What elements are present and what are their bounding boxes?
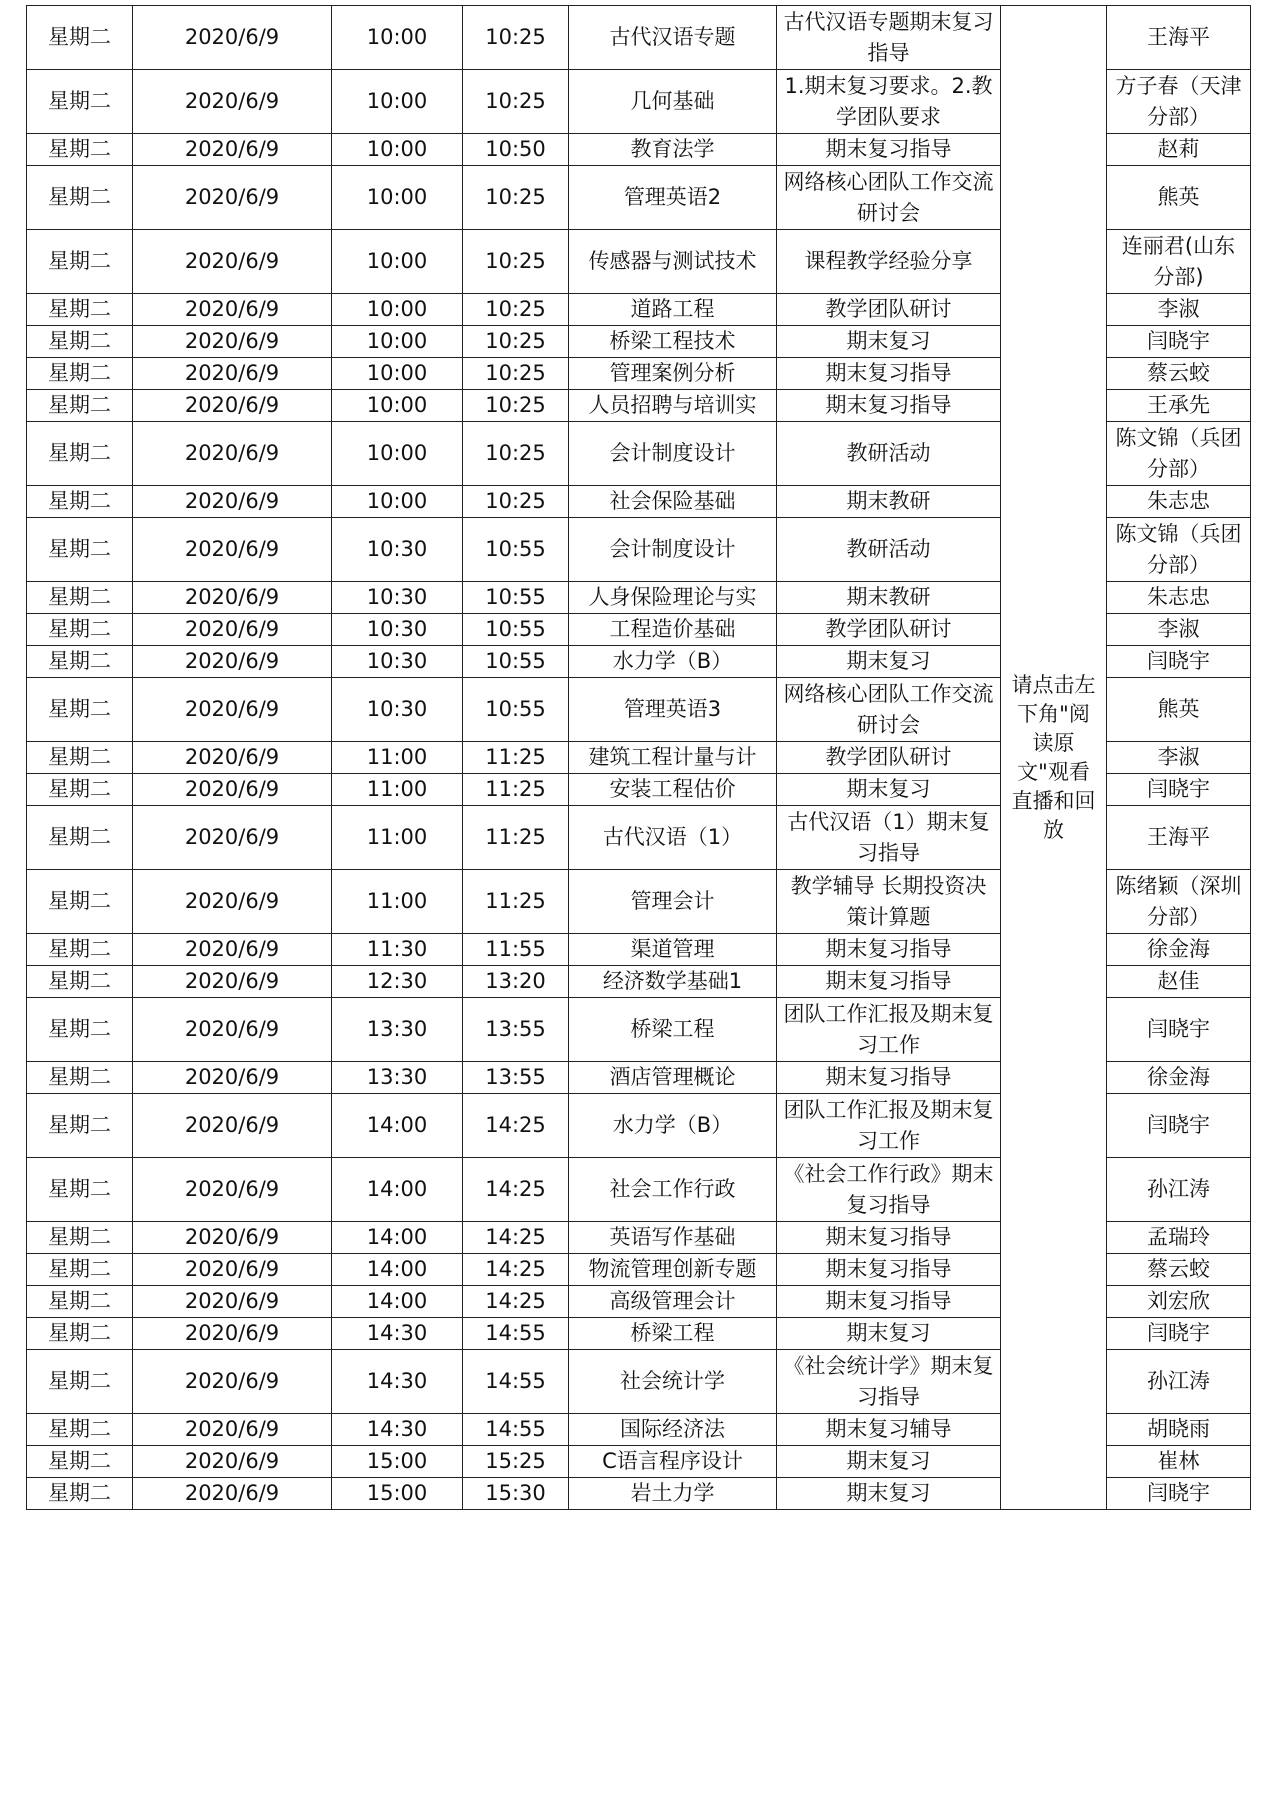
date-cell: 2020/6/9 [133,230,332,294]
replay-note-text: 请点击左下角"阅读原文"观看直播和回放 [1011,672,1096,842]
date-cell: 2020/6/9 [133,614,332,646]
start-time-cell: 14:30 [332,1318,463,1350]
end-time-cell: 10:55 [463,646,569,678]
teacher-cell: 王海平 [1107,6,1251,70]
start-time-cell: 10:00 [332,390,463,422]
topic-cell: 期末复习指导 [777,966,1001,998]
topic-cell: 期末复习指导 [777,1062,1001,1094]
start-time-cell: 10:00 [332,326,463,358]
teacher-cell: 陈绪颖（深圳分部） [1107,870,1251,934]
schedule-table [26,5,1251,1510]
teacher-cell: 刘宏欣 [1107,1286,1251,1318]
day-cell: 星期二 [27,1446,133,1478]
teacher-cell: 连丽君(山东分部) [1107,230,1251,294]
date-cell: 2020/6/9 [133,166,332,230]
end-time-cell: 10:25 [463,70,569,134]
course-cell: 人身保险理论与实 [569,582,777,614]
day-cell: 星期二 [27,1318,133,1350]
teacher-cell: 朱志忠 [1107,486,1251,518]
topic-cell: 教研活动 [777,422,1001,486]
start-time-cell: 13:30 [332,1062,463,1094]
topic-cell: 古代汉语（1）期末复习指导 [777,806,1001,870]
end-time-cell: 14:25 [463,1222,569,1254]
day-cell: 星期二 [27,1414,133,1446]
start-time-cell: 10:30 [332,614,463,646]
start-time-cell: 10:00 [332,294,463,326]
course-cell: 教育法学 [569,134,777,166]
date-cell: 2020/6/9 [133,422,332,486]
teacher-cell: 崔林 [1107,1446,1251,1478]
end-time-cell: 11:25 [463,806,569,870]
course-cell: 管理英语2 [569,166,777,230]
end-time-cell: 14:55 [463,1318,569,1350]
course-cell: 高级管理会计 [569,1286,777,1318]
end-time-cell: 10:55 [463,614,569,646]
date-cell: 2020/6/9 [133,390,332,422]
day-cell: 星期二 [27,742,133,774]
teacher-cell: 徐金海 [1107,1062,1251,1094]
start-time-cell: 11:00 [332,806,463,870]
topic-cell: 教学团队研讨 [777,614,1001,646]
topic-cell: 《社会统计学》期末复习指导 [777,1350,1001,1414]
date-cell: 2020/6/9 [133,1414,332,1446]
start-time-cell: 10:00 [332,70,463,134]
topic-cell: 期末复习 [777,326,1001,358]
day-cell: 星期二 [27,582,133,614]
date-cell: 2020/6/9 [133,870,332,934]
date-cell: 2020/6/9 [133,1350,332,1414]
date-cell: 2020/6/9 [133,326,332,358]
end-time-cell: 14:25 [463,1094,569,1158]
topic-cell: 期末复习 [777,774,1001,806]
end-time-cell: 14:25 [463,1158,569,1222]
day-cell: 星期二 [27,6,133,70]
teacher-cell: 陈文锦（兵团分部） [1107,518,1251,582]
teacher-cell: 李淑 [1107,614,1251,646]
teacher-cell: 熊英 [1107,678,1251,742]
teacher-cell: 赵莉 [1107,134,1251,166]
day-cell: 星期二 [27,422,133,486]
teacher-cell: 朱志忠 [1107,582,1251,614]
start-time-cell: 12:30 [332,966,463,998]
day-cell: 星期二 [27,998,133,1062]
topic-cell: 期末复习辅导 [777,1414,1001,1446]
start-time-cell: 10:00 [332,358,463,390]
day-cell: 星期二 [27,646,133,678]
course-cell: 桥梁工程 [569,998,777,1062]
end-time-cell: 11:25 [463,870,569,934]
course-cell: 工程造价基础 [569,614,777,646]
day-cell: 星期二 [27,1094,133,1158]
course-cell: 桥梁工程技术 [569,326,777,358]
topic-cell: 期末复习指导 [777,1222,1001,1254]
topic-cell: 期末复习 [777,1318,1001,1350]
day-cell: 星期二 [27,934,133,966]
topic-cell: 期末复习指导 [777,934,1001,966]
end-time-cell: 10:25 [463,390,569,422]
topic-cell: 教学团队研讨 [777,742,1001,774]
topic-cell: 课程教学经验分享 [777,230,1001,294]
date-cell: 2020/6/9 [133,134,332,166]
end-time-cell: 10:25 [463,358,569,390]
course-cell: 水力学（B） [569,1094,777,1158]
date-cell: 2020/6/9 [133,806,332,870]
topic-cell: 1.期末复习要求。2.教学团队要求 [777,70,1001,134]
teacher-cell: 闫晓宇 [1107,998,1251,1062]
course-cell: 社会保险基础 [569,486,777,518]
end-time-cell: 10:25 [463,486,569,518]
topic-cell: 教学辅导 长期投资决策计算题 [777,870,1001,934]
course-cell: 管理会计 [569,870,777,934]
end-time-cell: 15:30 [463,1478,569,1510]
topic-cell: 教学团队研讨 [777,294,1001,326]
end-time-cell: 11:25 [463,774,569,806]
day-cell: 星期二 [27,134,133,166]
course-cell: 古代汉语专题 [569,6,777,70]
course-cell: 国际经济法 [569,1414,777,1446]
start-time-cell: 10:00 [332,422,463,486]
topic-cell: 网络核心团队工作交流研讨会 [777,678,1001,742]
end-time-cell: 11:25 [463,742,569,774]
day-cell: 星期二 [27,1478,133,1510]
topic-cell: 期末复习指导 [777,1254,1001,1286]
date-cell: 2020/6/9 [133,358,332,390]
course-cell: 古代汉语（1） [569,806,777,870]
day-cell: 星期二 [27,614,133,646]
schedule-body [27,6,1251,1510]
end-time-cell: 11:55 [463,934,569,966]
start-time-cell: 11:00 [332,774,463,806]
topic-cell: 期末复习指导 [777,134,1001,166]
start-time-cell: 14:00 [332,1222,463,1254]
day-cell: 星期二 [27,358,133,390]
course-cell: 桥梁工程 [569,1318,777,1350]
start-time-cell: 14:30 [332,1414,463,1446]
table-row [27,6,1251,70]
start-time-cell: 10:30 [332,582,463,614]
day-cell: 星期二 [27,1158,133,1222]
course-cell: 渠道管理 [569,934,777,966]
end-time-cell: 10:25 [463,6,569,70]
end-time-cell: 10:55 [463,678,569,742]
topic-cell: 期末复习指导 [777,358,1001,390]
topic-cell: 期末复习指导 [777,1286,1001,1318]
course-cell: 安装工程估价 [569,774,777,806]
end-time-cell: 10:25 [463,422,569,486]
date-cell: 2020/6/9 [133,1062,332,1094]
end-time-cell: 14:25 [463,1286,569,1318]
teacher-cell: 李淑 [1107,294,1251,326]
start-time-cell: 11:00 [332,742,463,774]
course-cell: 管理案例分析 [569,358,777,390]
teacher-cell: 孙江涛 [1107,1158,1251,1222]
course-cell: 传感器与测试技术 [569,230,777,294]
start-time-cell: 14:30 [332,1350,463,1414]
course-cell: 英语写作基础 [569,1222,777,1254]
end-time-cell: 14:55 [463,1350,569,1414]
date-cell: 2020/6/9 [133,998,332,1062]
start-time-cell: 10:00 [332,134,463,166]
course-cell: C语言程序设计 [569,1446,777,1478]
date-cell: 2020/6/9 [133,774,332,806]
start-time-cell: 14:00 [332,1094,463,1158]
end-time-cell: 10:55 [463,582,569,614]
day-cell: 星期二 [27,326,133,358]
teacher-cell: 陈文锦（兵团分部） [1107,422,1251,486]
end-time-cell: 10:25 [463,230,569,294]
date-cell: 2020/6/9 [133,294,332,326]
start-time-cell: 10:30 [332,518,463,582]
teacher-cell: 闫晓宇 [1107,646,1251,678]
topic-cell: 期末教研 [777,486,1001,518]
day-cell: 星期二 [27,870,133,934]
teacher-cell: 王承先 [1107,390,1251,422]
course-cell: 道路工程 [569,294,777,326]
date-cell: 2020/6/9 [133,934,332,966]
day-cell: 星期二 [27,774,133,806]
day-cell: 星期二 [27,390,133,422]
end-time-cell: 10:55 [463,518,569,582]
date-cell: 2020/6/9 [133,966,332,998]
start-time-cell: 10:00 [332,166,463,230]
day-cell: 星期二 [27,70,133,134]
start-time-cell: 10:00 [332,486,463,518]
date-cell: 2020/6/9 [133,742,332,774]
day-cell: 星期二 [27,1254,133,1286]
start-time-cell: 15:00 [332,1446,463,1478]
teacher-cell: 徐金海 [1107,934,1251,966]
date-cell: 2020/6/9 [133,1158,332,1222]
date-cell: 2020/6/9 [133,486,332,518]
day-cell: 星期二 [27,294,133,326]
day-cell: 星期二 [27,486,133,518]
day-cell: 星期二 [27,1222,133,1254]
course-cell: 酒店管理概论 [569,1062,777,1094]
start-time-cell: 10:00 [332,230,463,294]
date-cell: 2020/6/9 [133,1094,332,1158]
end-time-cell: 14:55 [463,1414,569,1446]
topic-cell: 期末复习 [777,1478,1001,1510]
start-time-cell: 14:00 [332,1254,463,1286]
teacher-cell: 闫晓宇 [1107,326,1251,358]
day-cell: 星期二 [27,1350,133,1414]
date-cell: 2020/6/9 [133,1478,332,1510]
start-time-cell: 15:00 [332,1478,463,1510]
teacher-cell: 闫晓宇 [1107,1478,1251,1510]
day-cell: 星期二 [27,518,133,582]
topic-cell: 期末复习 [777,1446,1001,1478]
date-cell: 2020/6/9 [133,1286,332,1318]
date-cell: 2020/6/9 [133,518,332,582]
course-cell: 岩土力学 [569,1478,777,1510]
end-time-cell: 15:25 [463,1446,569,1478]
teacher-cell: 闫晓宇 [1107,1094,1251,1158]
date-cell: 2020/6/9 [133,1222,332,1254]
teacher-cell: 王海平 [1107,806,1251,870]
end-time-cell: 10:50 [463,134,569,166]
teacher-cell: 李淑 [1107,742,1251,774]
course-cell: 几何基础 [569,70,777,134]
start-time-cell: 11:00 [332,870,463,934]
start-time-cell: 11:30 [332,934,463,966]
teacher-cell: 孙江涛 [1107,1350,1251,1414]
end-time-cell: 10:25 [463,294,569,326]
course-cell: 会计制度设计 [569,422,777,486]
course-cell: 水力学（B） [569,646,777,678]
teacher-cell: 蔡云蛟 [1107,1254,1251,1286]
teacher-cell: 熊英 [1107,166,1251,230]
teacher-cell: 方子春（天津分部） [1107,70,1251,134]
start-time-cell: 10:30 [332,678,463,742]
topic-cell: 网络核心团队工作交流研讨会 [777,166,1001,230]
start-time-cell: 14:00 [332,1158,463,1222]
day-cell: 星期二 [27,166,133,230]
topic-cell: 教研活动 [777,518,1001,582]
end-time-cell: 13:55 [463,1062,569,1094]
topic-cell: 期末复习指导 [777,390,1001,422]
topic-cell: 古代汉语专题期末复习指导 [777,6,1001,70]
date-cell: 2020/6/9 [133,6,332,70]
teacher-cell: 闫晓宇 [1107,1318,1251,1350]
end-time-cell: 10:25 [463,326,569,358]
date-cell: 2020/6/9 [133,678,332,742]
start-time-cell: 10:30 [332,646,463,678]
start-time-cell: 10:00 [332,6,463,70]
note-cell [1001,6,1107,1510]
teacher-cell: 赵佳 [1107,966,1251,998]
day-cell: 星期二 [27,806,133,870]
topic-cell: 《社会工作行政》期末复习指导 [777,1158,1001,1222]
start-time-cell: 13:30 [332,998,463,1062]
teacher-cell: 胡晓雨 [1107,1414,1251,1446]
day-cell: 星期二 [27,230,133,294]
topic-cell: 团队工作汇报及期末复习工作 [777,998,1001,1062]
date-cell: 2020/6/9 [133,1318,332,1350]
course-cell: 社会工作行政 [569,1158,777,1222]
topic-cell: 团队工作汇报及期末复习工作 [777,1094,1001,1158]
course-cell: 管理英语3 [569,678,777,742]
course-cell: 人员招聘与培训实 [569,390,777,422]
end-time-cell: 14:25 [463,1254,569,1286]
end-time-cell: 10:25 [463,166,569,230]
day-cell: 星期二 [27,966,133,998]
course-cell: 建筑工程计量与计 [569,742,777,774]
topic-cell: 期末复习 [777,646,1001,678]
topic-cell: 期末教研 [777,582,1001,614]
teacher-cell: 蔡云蛟 [1107,358,1251,390]
start-time-cell: 14:00 [332,1286,463,1318]
course-cell: 物流管理创新专题 [569,1254,777,1286]
date-cell: 2020/6/9 [133,646,332,678]
teacher-cell: 闫晓宇 [1107,774,1251,806]
date-cell: 2020/6/9 [133,70,332,134]
day-cell: 星期二 [27,1062,133,1094]
date-cell: 2020/6/9 [133,582,332,614]
course-cell: 经济数学基础1 [569,966,777,998]
date-cell: 2020/6/9 [133,1254,332,1286]
teacher-cell: 孟瑞玲 [1107,1222,1251,1254]
day-cell: 星期二 [27,1286,133,1318]
end-time-cell: 13:55 [463,998,569,1062]
date-cell: 2020/6/9 [133,1446,332,1478]
course-cell: 社会统计学 [569,1350,777,1414]
course-cell: 会计制度设计 [569,518,777,582]
end-time-cell: 13:20 [463,966,569,998]
day-cell: 星期二 [27,678,133,742]
